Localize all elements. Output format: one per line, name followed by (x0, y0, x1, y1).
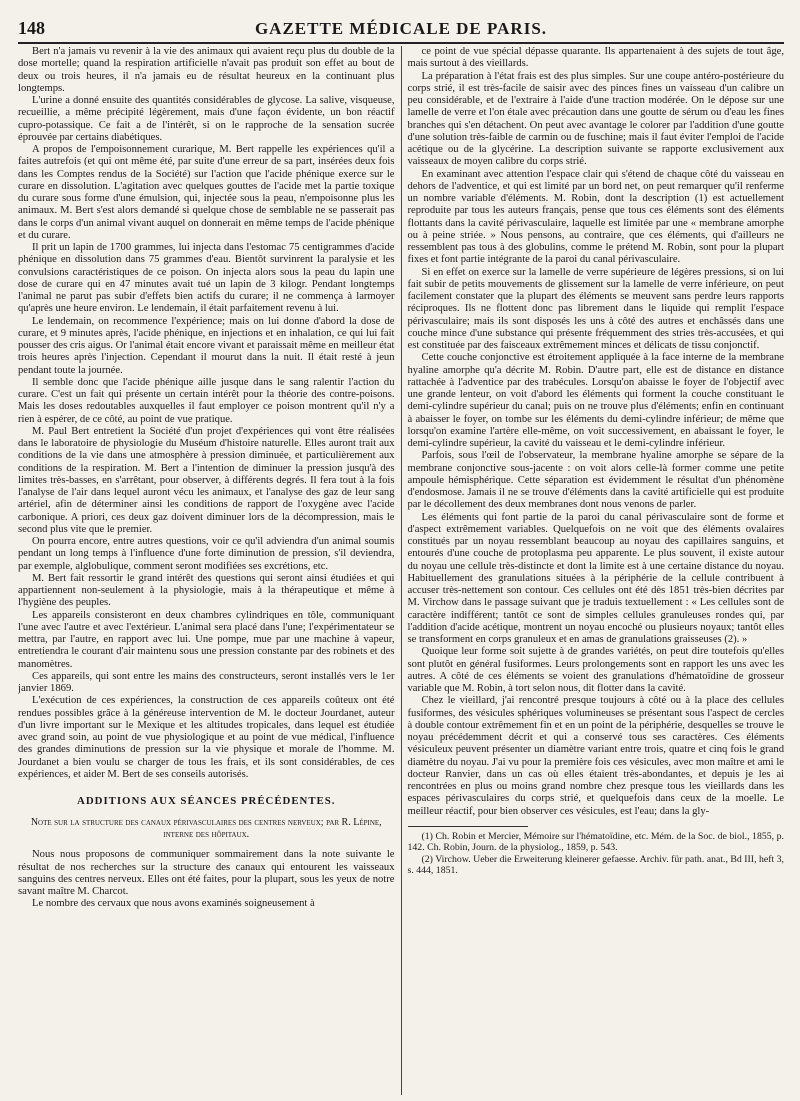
paragraph: L'exécution de ces expériences, la construction de ces appareils coûteux ont été rendues possibles grâce à la généreuse intervention de M. le docteur Jourdanet, auteur d'un livre important sur le Mexique et les altitudes tropicales, dans lequel est étudiée avec grand soin, au point de vue physiologique et au point de vue médical, l'influence des grandes diminutions de pression sur la vie physique et morale de l'homme. M. Jourdanet a bien voulu se charger de tous les frais, et ils sont considérables, de ces expériences, et aider M. Bert de ses conseils autorisés. (18, 695, 395, 780)
paragraph: Si en effet on exerce sur la lamelle de verre supérieure de légères pressions, si on lui fait subir de petits mouvements de glissement sur la lamelle de verre inférieure, on peut facilement constater que la plupart des éléments se meuvent sans perdre leurs rapports réciproques. Ils ne flottent donc pas librement dans le liquide qui remplit l'espace périvasculaire; mais ils sont disposés les uns à côté des autres et enchâssés dans une couche mince d'une substance qui présente fréquemment des stries très-accusées, et qui est constituée par des faisceaux extrêmement minces et délicats de tissu conjonctif. (407, 266, 784, 351)
paragraph: Les éléments qui font partie de la paroi du canal périvasculaire sont de forme et d'aspect extrêmement variables. Quelquefois on ne voit que des éléments ovalaires constitués par un noyau ressemblant beaucoup au noyau des capillaires sanguins, et entourés d'une couche de protoplasma peu apparente. Le plus souvent, il existe autour du noyau une cellule très-distincte et dont la limite est à une certaine distance du noyau. Habituellement des granulations situées à la périphérie de la cellule contribuent à accuser très-nettement son contour. Ces cellules ont été dès 1851 très-bien décrites par M. Virchow dans le passage suivant que je traduis textuellement : « Les cellules sont de caractère indifférent; tantôt ce sont de simples cellules granuleuses rondes qui, par l'addition d'acide acétique, montrent un noyau encoché ou plusieurs noyaux; tantôt elles se transforment en corps granuleux et en amas de granulations graisseuses (2). » (407, 511, 784, 645)
paragraph: Il prit un lapin de 1700 grammes, lui injecta dans l'estomac 75 centigrammes d'acide phénique en dissolution dans 75 grammes d'eau. Bientôt survinrent la paralysie et les convulsions caractéristiques de ce poison. On injecta alors sous la peau du lapin une dose de curare qui en 47 minutes avait tué un lapin de 3 kilogr. Pendant longtemps l'animal ne parut pas subir d'effets bien actifs du curare; il ne commença à larmoyer qu'après une heure environ. Le lendemain, il était parfaitement revenu à lui. (18, 242, 395, 315)
footnote: (2) Virchow. Ueber die Erweiterung kleinerer gefaesse. Archiv. für path. anat., Bd III, heft 3, s. 444, 1851. (407, 853, 784, 877)
paragraph: M. Paul Bert entretient la Société d'un projet d'expériences qui vont être réalisées dans le laboratoire de physiologie du Muséum d'histoire naturelle. Elles auront trait aux conditions de la vie dans une atmosphère à pression diminuée, et particulièrement aux conditions de la respiration. M. Bert a l'intention de diminuer la pression jusqu'à des limites très-basses, en s'arrêtant, pour observer, à différents degrés. Il fera tout à la fois l'analyse de l'air dans lequel auront vécu les animaux, et l'analyse des gaz de leur sang artériel, afin de déterminer ainsi les conditions de rapport de l'oxygène avec l'acide carbonique. A priori, ces deux gaz doivent diminuer lors de la décompression, mais le second plus vite que le premier. (18, 425, 395, 535)
paragraph: Il semble donc que l'acide phénique aille jusque dans le sang ralentir l'action du curare. C'est un fait qui présente un certain intérêt pour la théorie des contre-poisons. Mais les doses redoutables auxquelles il faut employer ce poison montrent qu'il n'y a rien à espérer, de ce côté, au point de vue pratique. (18, 376, 395, 425)
paragraph: Le lendemain, on recommence l'expérience; mais on lui donne d'abord la dose de curare, et 9 minutes après, l'acide phénique, en injections et en inhalation, ce qui lui fait pousser des cris aigus. Or l'animal était encore vivant et paraissait même en meilleur état trois heures après l'injection. Cependant il mourut dans la nuit. Il était resté à jeun pendant toute la journée. (18, 315, 395, 376)
paragraph: Les appareils consisteront en deux chambres cylindriques en tôle, communiquant l'une avec l'autre et avec l'extérieur. L'animal sera placé dans l'une; l'expérimentateur se mettra, par l'autre, en rapport avec lui. Une pompe, mue par une machine à vapeur, entretiendra le courant d'air maintenu sous une pression constante par des robinets et des manomètres. (18, 609, 395, 670)
paragraph: ce point de vue spécial dépasse quarante. Ils appartenaient à des sujets de tout âge, mais surtout à des vieillards. (407, 46, 784, 70)
page-header (18, 16, 784, 44)
paragraph: Ces appareils, qui sont entre les mains des constructeurs, seront installés vers le 1er janvier 1869. (18, 670, 395, 694)
right-column (401, 46, 785, 1095)
paragraph: Cette couche conjonctive est étroitement appliquée à la face interne de la membrane hyaline amorphe qu'a décrite M. Robin. D'autre part, elle est de distance en distance rattachée à l'adventice par des trabécules. Lorsqu'on abaisse le foyer de l'objectif avec une grande lenteur, on voit d'abord les éléments qui forment la couche constituant le demi-cylindre supérieur du canal; puis on ne trouve plus d'éléments; enfin en continuant à abaisser le foyer, on tombe sur les éléments du demi-cylindre inférieur; de même que lorsqu'on examine l'artère elle-même, on voit successivement, en abaissant le foyer, le demi-cylindre supérieur, la cavité du vaisseau et le demi-cylindre inférieur. (407, 352, 784, 449)
page-number: 148 (18, 18, 45, 38)
paragraph: Bert n'a jamais vu revenir à la vie des animaux qui avaient reçu plus du double de la dose mortelle; quand la respiration artificielle n'avait pas produit son effet au bout de deux ou trois heures, il n'a jamais eu de résultat heureux en la continuant plus longtemps. (18, 46, 395, 94)
paragraph: Le nombre des cervaux que nous avons examinés soigneusement à (32, 898, 315, 910)
paragraph: M. Bert fait ressortir le grand intérêt des questions qui seront ainsi étudiées et qui appartiennent non-seulement à la physiologie, mais à la thérapeutique et même à l'hygiène des peuples. (18, 572, 395, 609)
article-title: Note sur la structure des canaux périvasculaires des centres nerveux; par R. Lépine, interne des hôpitaux. (30, 817, 382, 841)
paragraph: La préparation à l'état frais est des plus simples. Sur une coupe antéro-postérieure du corps strié, il est très-facile de saisir avec des pinces fines un vaisseau d'un calibre un peu considérable, et de l'extraire à l'aide d'une traction modérée. On le dépose sur une lamelle de verre et l'on étale avec précaution dans une goutte de sérum ou d'eau les fines branches qui s'en détachent. On peut avec avantage le colorer par l'addition d'une goutte d'une solution très-faible de carmin ou de fuschine; mais il faut éviter l'emploi de l'acide acétique ou de la glycérine. La description suivante se rapporte exclusivement aux vaisseaux de moyen calibre du corps strié. (407, 70, 784, 168)
paragraph: On pourra encore, entre autres questions, voir ce qu'il adviendra d'un animal soumis pendant un long temps à l'influence d'une forte diminution de pression, s'il deviendra, par exemple, alglobulique, comment seront modifiées ses excrétions, etc. (18, 536, 395, 572)
footnote-divider (408, 826, 528, 827)
section-heading: ADDITIONS AUX SÉANCES PRÉCÉDENTES. (77, 795, 336, 807)
text-columns (18, 46, 784, 1095)
paragraph: En examinant avec attention l'espace clair qui s'étend de chaque côté du vaisseau en dehors de l'adventice, et qui est limité par un bord net, on peut remarquer qu'il renferme un nombre variable d'éléments. M. Robin, dont la description (1) est actuellement reproduite par tous les auteurs français, pense que tous ces éléments sont des éléments flottants dans la cavité périvasculaire, laquelle est limitée par une « membrane amorphe ou à peine striée. » Nous pensons, au contraire, que ces éléments, qui d'ailleurs ne ressemblent pas tous à des globulins, comme le prétend M. Robin, sont pour la plupart fixes et font partie intégrante de la paroi du canal périvasculaire. (407, 168, 784, 266)
paragraph: Quoique leur forme soit sujette à de grandes variétés, on peut dire toutefois qu'elles sont plutôt en général fusiformes. Leurs prolongements sont en rapport les uns avec les autres. A côté de ces éléments se voient des granulations d'hématoïdine de grosseur variable que M. Robin, à tort selon nous, dit flotter dans la cavité. (407, 646, 784, 694)
paragraph: Nous nous proposons de communiquer sommairement dans la note suivante le résultat de nos recherches sur la structure des canaux qui entourent les vaisseaux sanguins des centres nerveux. Elles ont été faites, pour la plupart, sous les yeux de notre savant maître M. Charcot. (18, 849, 395, 897)
paragraph: L'urine a donné ensuite des quantités considérables de glycose. La salive, visqueuse, recueillie, a même précipité légèrement, mais d'une façon évidente, un bon réactif cupro-potassique. Ce fait a de l'intérêt, si on le rapproche de la sensation sucrée éprouvée par certains diabétiques. (18, 95, 395, 143)
publication-title: GAZETTE MÉDICALE DE PARIS. (254, 19, 548, 38)
paragraph: Chez le vieillard, j'ai rencontré presque toujours à côté ou à la place des cellules fusiformes, des vésicules sphériques volumineuses se présentant sous l'aspect de cercles à double contour extrêmement fin et en un point de la périphérie, desquelles se trouve le noyau précédemment décrit et qui a conservé tous ses caractères. Ces éléments vésiculeux peuvent présenter un diamètre variant entre trois, quatre et cinq fois le grand diamètre du noyau. J'ai vu pour la première fois ces vésicules, avec mon maître et ami le docteur Ranvier, dans un cas où elles étaient très-abondantes, et depuis je les ai rencontrées en plus ou moins grand nombre chez presque tous les vieillards dans les espaces périvasculaires du corps strié, et quelquefois dans ceux de la moelle. Le meilleur réactif, pour bien observer ces vésicules, est l'eau; dans la gly- (407, 695, 784, 817)
left-column (18, 46, 401, 1095)
paragraph: Parfois, sous l'œil de l'observateur, la membrane hyaline amorphe se sépare de la membrane conjonctive sous-jacente : on voit alors celle-là former comme une petite ampoule hémisphérique. Cette séparation est évidemment le résultat d'un phénomène d'endosmose. Jamais il ne se trouve d'éléments dans la cavité artificielle qui est produite par le décollement des deux membranes dont nous venons de parler. (407, 450, 784, 511)
footnote: (1) Ch. Robin et Mercier, Mémoire sur l'hématoïdine, etc. Mém. de la Soc. de biol., 1855, p. 142. Ch. Robin, Journ. de la physiolog., 1859, p. 543. (407, 830, 784, 854)
paragraph: A propos de l'empoisonnement curarique, M. Bert rappelle les expériences qu'il a faites autrefois (et qui ont même été, par suite d'une erreur de sa part, insérées deux fois dans les Comptes rendus de la Société) sur l'action que l'acide phénique exerce sur le curare en dissolution. L'agitation avec quelques gouttes de l'acide met la partie toxique du curare sous forme d'une émulsion, qui, injectée sous la peau, n'empoisonne plus les animaux. M. Bert s'est alors demandé si quelque chose de semblable ne se passerait pas dans le corps d'un animal vivant auquel on donnerait en même temps de l'acide phénique et du curare. (18, 144, 395, 241)
